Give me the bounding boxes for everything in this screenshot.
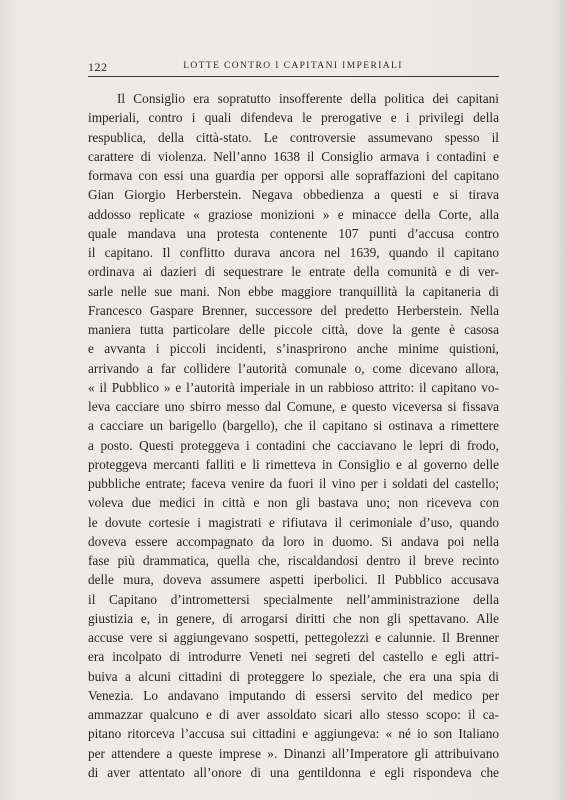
text-line: di aver attentato all’onore di una gentildonna e egli rispondeva che: [88, 764, 499, 780]
text-line: accuse vere si aggiungevano sospetti, pettegolezzi e calunnie. Il Brenner: [88, 630, 499, 645]
text-line: addosso replicate « graziose monizioni » e minacce della Corte, alla: [88, 206, 499, 222]
text-line: delle mura, doveva assumere aspetti iperbolici. Il Pubblico accusava: [88, 572, 499, 588]
text-line: giustizia e, in genere, di arrogarsi diritti che non gli spettavano. Alle: [88, 610, 499, 626]
running-head: LOTTE CONTRO I CAPITANI IMPERIALI: [183, 61, 403, 71]
text-line: « il Pubblico » e l’autorità imperiale in un rabbioso attrito: il capitano vo-: [88, 379, 499, 395]
body-text: [88, 89, 499, 782]
text-line: formava con essi una guardia per opporsi alle sopraffazioni del capitano: [88, 168, 499, 183]
text-line: il Capitano d’intromettersi specialmente nell’amministrazione della: [88, 591, 499, 607]
text-line: era incolpato di introdurre Veneti nei segreti del castello e egli attri-: [88, 649, 499, 665]
text-line: per attendere a queste imprese ». Dinanzi all’Imperatore gli attribuivano: [88, 745, 499, 761]
page-header: [88, 60, 498, 76]
text-line: Venezia. Lo andavano imputando di essersi servito del medico per: [88, 687, 499, 703]
text-line: pubbliche entrate; faceva venire da fuori il vino per i soldati del castello;: [88, 476, 499, 491]
text-line: imperiali, contro i quali difendeva le prerogative e i privilegi della: [88, 110, 499, 126]
text-line: a cacciare un barigello (bargello), che il capitano si ostinava a rimettere: [88, 418, 499, 434]
text-line: ordinava ai dazieri di sequestrare le entrate della comunità e di ver-: [88, 264, 499, 280]
text-line: Gian Giorgio Herberstein. Negava obbedienza a questi e si tirava: [88, 187, 499, 203]
text-line: fase più drammatica, quella che, riscaldandosi dentro il breve recinto: [88, 553, 499, 568]
text-line: buiva a alcuni cittadini di proteggere lo speziale, che era una spia di: [88, 668, 499, 684]
text-line: arrivando a far collidere l’autorità comunale o, come dicevano allora,: [88, 360, 499, 376]
text-line: quale mandava una protesta contenente 107 punti d’accusa contro: [88, 225, 499, 241]
text-line: a posto. Questi proteggeva i contadini che cacciavano le lepri di frodo,: [88, 437, 499, 453]
text-line: le dovute cortesie i magistrati e rifiutava il cerimoniale d’uso, quando: [88, 514, 499, 530]
text-line: doveva essere accompagnato da loro in duomo. Si andava poi nella: [88, 533, 499, 549]
text-line: respublica, della città-stato. Le controversie assumevano spesso il: [88, 129, 499, 145]
text-line: Francesco Gaspare Brenner, successore del predetto Herberstein. Nella: [88, 302, 499, 318]
page-number: 122: [88, 60, 108, 74]
text-line: voleva due medici in città e non gli bastava uno; non riceveva con: [88, 495, 499, 511]
text-line: sarle nelle sue mani. Non ebbe maggiore tranquillità la capitaneria di: [88, 283, 499, 299]
text-line: maniera tutta particolare delle piccole città, dove la gente è casosa: [88, 322, 499, 337]
text-line: ammazzar qualcuno e di aver assoldato sicari allo stesso scopo: il ca-: [88, 707, 499, 722]
text-line: proteggeva mercanti falliti e li rimetteva in Consiglio e al governo delle: [88, 456, 499, 472]
page-edge-shadow: [553, 0, 567, 800]
text-line: il capitano. Il conflitto durava ancora nel 1639, quando il capitano: [88, 245, 499, 260]
text-line: pitano ritorceva l’accusa sui cittadini e aggiungeva: « né io son Italiano: [88, 726, 499, 742]
text-line: carattere di violenza. Nell’anno 1638 il Consiglio armava i contadini e: [88, 148, 499, 164]
header-rule: [88, 76, 499, 77]
text-line: leva cacciare uno sbirro messo dal Comune, e questo viceversa si fissava: [88, 399, 499, 414]
text-line: Il Consiglio era sopratutto insofferente della politica dei capitani: [117, 91, 499, 106]
text-line: e avvanta i piccoli incidenti, s’inasprirono anche minime quistioni,: [88, 341, 499, 357]
